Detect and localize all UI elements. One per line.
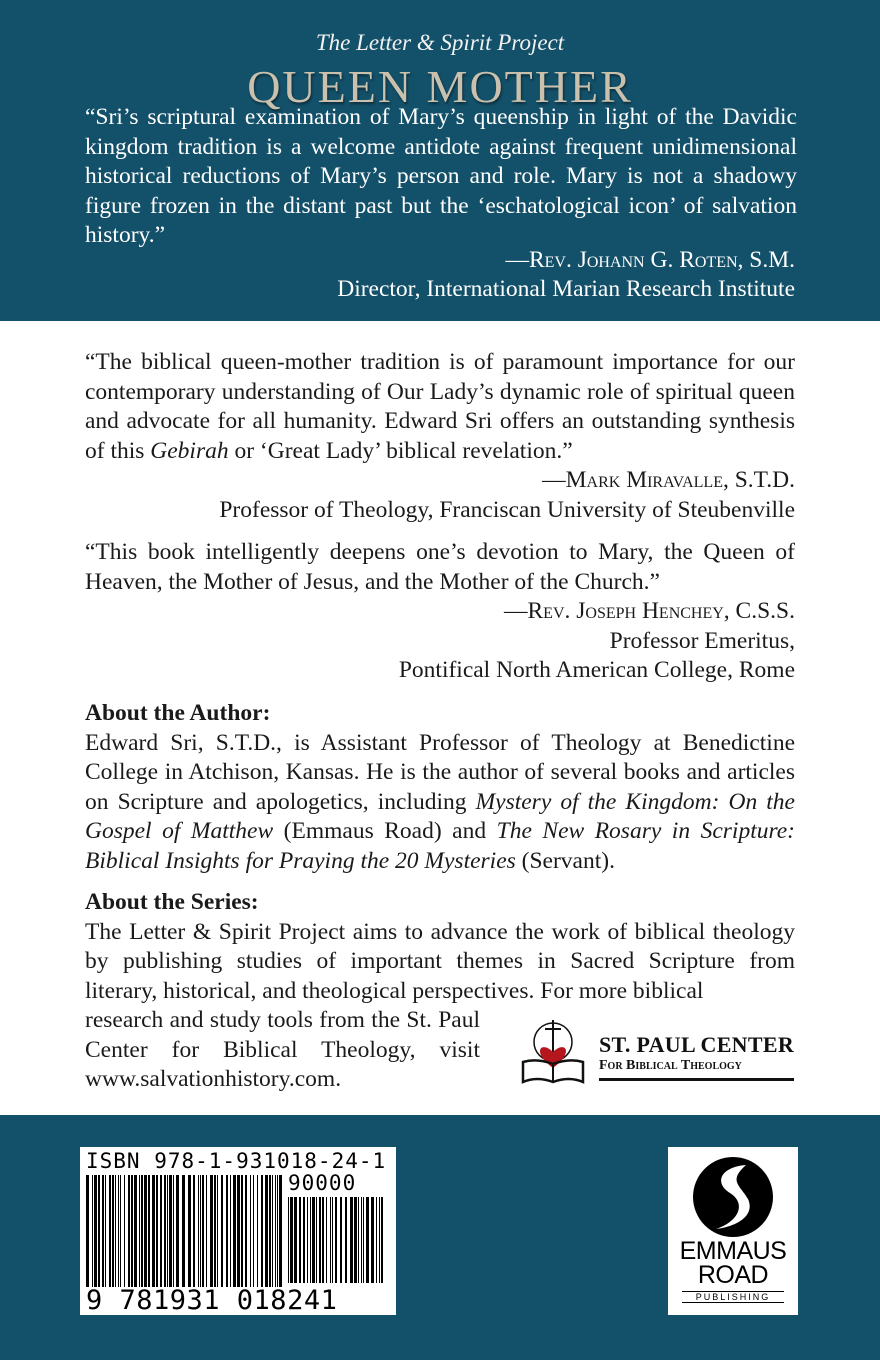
barcode-bar — [94, 1175, 97, 1287]
about-series-text-link: research and study tools from the St. Paul Center for Biblical Theology, visit www.salvationhistory.com. — [85, 1007, 480, 1092]
barcode-bar — [316, 1197, 317, 1283]
barcode-bar — [202, 1175, 204, 1287]
barcode-bar — [156, 1175, 158, 1287]
emmaus-road-emblem-icon — [668, 1147, 798, 1239]
barcode-bar — [134, 1175, 137, 1287]
about-author-heading: About the Author: — [85, 700, 271, 726]
st-paul-center-logo — [519, 1018, 799, 1086]
barcode-bar — [131, 1175, 133, 1287]
barcode-bar — [294, 1197, 297, 1283]
barcode-bar — [307, 1197, 308, 1283]
about-series-text: The Letter & Spirit Project aims to advance the work of biblical theology by publishing studies of important themes in Sacred Scripture from literary, historical, and theological perspectives. For more biblical — [85, 918, 795, 1004]
henchey-quote: “This book intelligently deepens one’s devotion to Mary, the Queen of Heaven, the Mother of Jesus, and the Mother of the Church.” — [85, 539, 795, 595]
barcode-bar — [233, 1175, 236, 1287]
barcode-bar — [141, 1175, 143, 1287]
henchey-affiliation-1: Professor Emeritus, — [609, 627, 795, 654]
barcode-bar — [86, 1175, 89, 1287]
roten-affiliation: Director, International Marian Research Institute — [337, 276, 795, 302]
st-paul-center-emblem-icon — [519, 1018, 591, 1086]
book-title-mystery: Mystery of the Kingdom: On the Gospel of Matthew — [85, 788, 795, 844]
about-author-text — [85, 729, 795, 877]
barcode-bar — [237, 1175, 240, 1287]
barcode-bar — [167, 1175, 168, 1287]
barcode-bar — [198, 1175, 199, 1287]
barcode-bar — [350, 1197, 353, 1283]
st-paul-center-subtitle: For Biblical Theology — [599, 1058, 742, 1073]
barcode-bar — [269, 1175, 271, 1287]
barcode-bar — [139, 1175, 140, 1287]
barcode-bar — [98, 1175, 100, 1287]
barcode-bar — [210, 1175, 213, 1287]
book-title: QUEEN MOTHER — [247, 61, 633, 112]
barcode-bar — [118, 1175, 119, 1287]
barcode-bar — [102, 1175, 104, 1287]
emmaus-publishing-label: PUBLISHING — [682, 1291, 784, 1303]
barcode-bar — [253, 1175, 254, 1287]
st-paul-center-name: ST. PAUL CENTER — [599, 1032, 795, 1057]
barcode-bar — [169, 1175, 172, 1287]
barcode-bar — [182, 1175, 185, 1287]
barcode-bar — [160, 1175, 162, 1287]
barcode-bar — [115, 1175, 116, 1287]
barcode-bar — [200, 1175, 201, 1287]
barcode-bar — [381, 1197, 383, 1283]
barcode-bar — [363, 1197, 364, 1283]
barcode-bar — [148, 1175, 150, 1287]
divider — [599, 1078, 794, 1081]
miravalle-quote-end: or ‘Great Lady’ biblical revelation.” — [228, 437, 573, 464]
barcode-bar — [217, 1175, 218, 1287]
emmaus-road-name — [668, 1239, 798, 1287]
barcode-bar — [361, 1197, 362, 1283]
barcode-bar — [109, 1175, 111, 1287]
barcode-bar — [277, 1175, 278, 1287]
barcode-bar — [322, 1197, 324, 1283]
barcode-bar — [272, 1175, 273, 1287]
series-title: The Letter & Spirit Project — [315, 30, 565, 55]
barcode-main-bars — [86, 1175, 286, 1287]
barcode-bar — [120, 1175, 121, 1287]
barcode-bar — [144, 1175, 147, 1287]
barcode-bar — [241, 1175, 243, 1287]
author-bio-text: Edward Sri, S.T.D., is Assistant Professor of Theology at Benedictine College in Atchison, Kansas. He is the author of several books and articles on Scripture and apologetics, including — [85, 729, 795, 815]
barcode-digits: 9 781931 018241 — [86, 1285, 338, 1316]
isbn-label: ISBN 978-1-931018-24-1 — [86, 1149, 387, 1173]
barcode-bar — [230, 1175, 231, 1287]
barcode-bar — [312, 1197, 315, 1283]
barcode-bar — [330, 1197, 331, 1283]
barcode-bar — [366, 1197, 369, 1283]
barcode-bar — [310, 1197, 311, 1283]
miravalle-author: Mark Miravalle, S.T.D. — [565, 467, 795, 493]
barcode-bar — [265, 1175, 268, 1287]
barcode-bar — [124, 1175, 125, 1287]
author-bio-text: (Servant). — [515, 847, 615, 874]
emmaus-road-logo — [668, 1147, 798, 1315]
roten-attribution — [35, 246, 795, 276]
barcode-bar — [354, 1197, 357, 1283]
dash: — — [505, 247, 529, 273]
barcode-bar — [226, 1175, 228, 1287]
barcode-bar — [176, 1175, 179, 1287]
dash: — — [504, 598, 528, 624]
barcode-bar — [257, 1175, 258, 1287]
barcode-bar — [371, 1197, 374, 1283]
barcode-bar — [92, 1175, 93, 1287]
barcode-bar — [112, 1175, 114, 1287]
roten-author: Rev. Johann G. Roten, S.M. — [528, 247, 795, 273]
barcode-bar — [250, 1175, 251, 1287]
barcode-bar — [164, 1175, 166, 1287]
dash: — — [542, 467, 566, 493]
barcode-bar — [290, 1197, 293, 1283]
emmaus-road-name-line: ROAD — [697, 1261, 769, 1289]
henchey-block — [85, 538, 795, 686]
barcode-bar — [214, 1175, 216, 1287]
barcode-bar — [221, 1175, 223, 1287]
top-banner — [0, 0, 880, 321]
miravalle-block — [85, 348, 795, 525]
emmaus-road-name-line: EMMAUS — [679, 1237, 787, 1265]
barcode-bar — [188, 1175, 191, 1287]
about-author-section — [85, 699, 795, 876]
miravalle-attribution — [85, 466, 795, 496]
barcode-bar — [173, 1175, 174, 1287]
barcode-bar — [379, 1197, 380, 1283]
about-series-heading: About the Series: — [85, 889, 259, 915]
roten-quote: “Sri’s scriptural examination of Mary’s queenship in light of the Davidic kingdom tradition is a welcome antidote against frequent unidimensional historical reductions of Mary’s person and role. Mary is not a shadowy figure frozen in the distant past but the ‘eschatological icon’ of salvation history.” — [85, 104, 797, 248]
barcode-bar — [193, 1175, 195, 1287]
barcode-bar — [335, 1197, 337, 1283]
henchey-affiliation-2: Pontifical North American College, Rome — [398, 657, 795, 683]
barcode-bar — [128, 1175, 130, 1287]
miravalle-affiliation: Professor of Theology, Franciscan University of Steubenville — [219, 496, 795, 523]
barcode-bar — [358, 1197, 359, 1283]
barcode-bar — [275, 1175, 276, 1287]
miravalle-quote-text: “The biblical queen-mother tradition is of paramount importance for our contemporary understanding of Our Lady’s dynamic role of spiritual queen and advocate for all humanity. Edward Sri offers an outstanding synthesis of this — [85, 349, 795, 464]
barcode-bar — [261, 1175, 263, 1287]
barcode-bar — [326, 1197, 327, 1283]
barcode-bar — [152, 1175, 155, 1287]
barcode-bar — [332, 1197, 333, 1283]
barcode-bar — [206, 1175, 207, 1287]
barcode-bar — [376, 1197, 377, 1283]
henchey-author: Rev. Joseph Henchey, C.S.S. — [527, 598, 795, 624]
barcode-bar — [105, 1175, 106, 1287]
gebirah-term: Gebirah — [150, 437, 229, 464]
barcode-addon-label: 90000 — [288, 1171, 357, 1195]
barcode-bar — [279, 1175, 282, 1287]
barcode-bar — [303, 1197, 305, 1283]
isbn-barcode — [80, 1147, 396, 1315]
barcode-bar — [345, 1197, 347, 1283]
book-title-rosary: The New Rosary in Scripture: Biblical Insights for Praying the 20 Mysteries — [85, 818, 796, 874]
barcode-bar — [245, 1175, 247, 1287]
barcode-bar — [340, 1197, 342, 1283]
henchey-attribution — [85, 597, 795, 627]
barcode-bar — [319, 1197, 321, 1283]
author-bio-text: (Emmaus Road) and — [273, 818, 497, 844]
barcode-bar — [288, 1197, 289, 1283]
miravalle-quote — [85, 348, 795, 466]
barcode-bar — [299, 1197, 301, 1283]
barcode-addon-bars — [288, 1197, 388, 1283]
